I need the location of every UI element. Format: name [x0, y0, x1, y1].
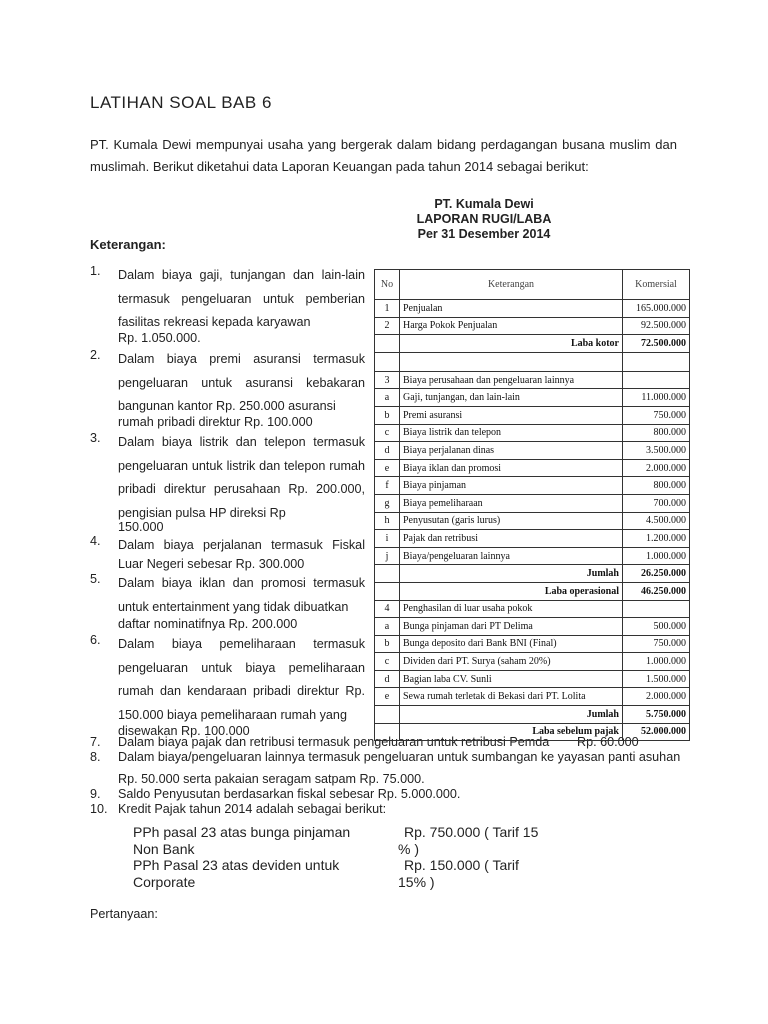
- credit-value-2: [398, 857, 519, 891]
- credit-label-1: [133, 824, 350, 858]
- row-desc: Biaya pinjaman: [400, 477, 623, 495]
- row-desc: Penjualan: [400, 300, 623, 318]
- report-name: LAPORAN RUGI/LABA: [416, 212, 552, 226]
- table-row: [375, 459, 690, 477]
- list-item: [90, 750, 690, 788]
- item-number: 1.: [90, 264, 101, 278]
- row-no: [375, 723, 400, 741]
- table-row: [375, 352, 690, 371]
- row-amount: 800.000: [623, 477, 690, 495]
- credit-value-line: Rp. 750.000 ( Tarif 15: [404, 824, 539, 840]
- item-number: 7.: [90, 735, 101, 749]
- item-number: 9.: [90, 787, 101, 801]
- credit-value-1: [398, 824, 538, 858]
- row-no: 4: [375, 600, 400, 618]
- list-item: [90, 431, 365, 534]
- row-amount: 3.500.000: [623, 442, 690, 460]
- notes-list: [90, 264, 365, 739]
- row-no: i: [375, 530, 400, 548]
- row-desc: Laba sebelum pajak: [400, 723, 623, 741]
- row-desc: Dividen dari PT. Surya (saham 20%): [400, 653, 623, 671]
- item-text-cont: Rp. 50.000 serta pakaian seragam satpam Rp. 75.000.: [118, 772, 425, 786]
- table-row: [375, 618, 690, 636]
- income-statement-table: [374, 269, 690, 741]
- row-amount: [623, 371, 690, 389]
- row-desc: Biaya perusahaan dan pengeluaran lainnya: [400, 371, 623, 389]
- table-row: [375, 723, 690, 741]
- row-desc: Biaya perjalanan dinas: [400, 442, 623, 460]
- item-text: Dalam biaya premi asuransi termasuk pengeluaran untuk asuransi kebakaran bangunan kantor Rp. 250.000 asuransi: [118, 352, 365, 414]
- item-number: 2.: [90, 348, 101, 362]
- row-no: e: [375, 688, 400, 706]
- row-amount: 500.000: [623, 618, 690, 636]
- row-amount: 800.000: [623, 424, 690, 442]
- row-amount: [623, 352, 690, 371]
- credit-value-line: % ): [398, 841, 419, 857]
- row-no: e: [375, 459, 400, 477]
- row-amount: 11.000.000: [623, 389, 690, 407]
- questions-label: Pertanyaan:: [90, 907, 158, 921]
- credit-label-line: PPh pasal 23 atas bunga pinjaman: [133, 824, 351, 840]
- table-row: [375, 565, 690, 583]
- item-text: Dalam biaya iklan dan promosi termasuk untuk entertainment yang tidak dibuatkan: [118, 576, 365, 614]
- row-desc: Biaya/pengeluaran lainnya: [400, 547, 623, 565]
- table-row: [375, 494, 690, 512]
- row-amount: 5.750.000: [623, 706, 690, 724]
- item-text: Dalam biaya gaji, tunjangan dan lain-lain termasuk pengeluaran untuk pemberian fasilitas rekreasi kepada karyawan: [118, 268, 365, 330]
- item-amount: Rp. 60.000: [577, 735, 639, 749]
- keterangan-label: Keterangan:: [90, 237, 166, 252]
- list-item: [90, 348, 365, 431]
- credit-label-line: PPh Pasal 23 atas deviden untuk: [133, 857, 340, 873]
- row-amount: 46.250.000: [623, 582, 690, 600]
- item-text: Dalam biaya pemeliharaan termasuk pengeluaran untuk biaya pemeliharaan rumah dan kendaraan pribadi direktur Rp. 150.000 biaya pemeliharaan rumah yang: [118, 637, 365, 722]
- list-item: [90, 534, 365, 572]
- row-desc: Bunga pinjaman dari PT Delima: [400, 618, 623, 636]
- item-tail: rumah pribadi direktur Rp. 100.000: [118, 415, 313, 429]
- item-text: Saldo Penyusutan berdasarkan fiskal sebesar Rp. 5.000.000.: [118, 787, 461, 801]
- row-no: [375, 352, 400, 371]
- header-no: No: [375, 270, 400, 300]
- item-number: 8.: [90, 750, 101, 764]
- table-row: [375, 653, 690, 671]
- row-no: a: [375, 618, 400, 636]
- row-desc: Sewa rumah terletak di Bekasi dari PT. Lolita: [400, 688, 623, 706]
- list-item: [90, 572, 365, 633]
- item-text: Dalam biaya pajak dan retribusi termasuk pengeluaran untuk retribusi Pemda: [118, 735, 550, 749]
- row-amount: 2.000.000: [623, 688, 690, 706]
- row-desc: Laba kotor: [400, 335, 623, 353]
- row-desc: Laba operasional: [400, 582, 623, 600]
- row-no: [375, 565, 400, 583]
- item-text: Dalam biaya/pengeluaran lainnya termasuk pengeluaran untuk sumbangan ke yayasan panti asuhan: [118, 750, 681, 764]
- table-row: [375, 688, 690, 706]
- item-tail: Rp. 1.050.000.: [118, 331, 201, 345]
- row-no: [375, 706, 400, 724]
- item-tail: disewakan Rp. 100.000: [118, 724, 250, 738]
- credit-value-line: Rp. 150.000 ( Tarif: [404, 857, 519, 873]
- row-amount: 1.200.000: [623, 530, 690, 548]
- row-amount: 2.000.000: [623, 459, 690, 477]
- row-desc: Biaya pemeliharaan: [400, 494, 623, 512]
- row-desc: Bunga deposito dari Bank BNI (Final): [400, 635, 623, 653]
- row-amount: [623, 600, 690, 618]
- table-row: [375, 530, 690, 548]
- row-desc: Pajak dan retribusi: [400, 530, 623, 548]
- table-row: [375, 442, 690, 460]
- row-desc: Harga Pokok Penjualan: [400, 317, 623, 335]
- credit-label-line: Corporate: [133, 874, 196, 890]
- row-no: 2: [375, 317, 400, 335]
- item-tail: 150.000: [118, 520, 164, 534]
- row-no: 1: [375, 300, 400, 318]
- item-number: 3.: [90, 431, 101, 445]
- row-amount: 26.250.000: [623, 565, 690, 583]
- row-no: b: [375, 406, 400, 424]
- item-text: Kredit Pajak tahun 2014 adalah sebagai berikut:: [118, 802, 387, 816]
- credit-label-2: [133, 857, 339, 891]
- table-row: [375, 512, 690, 530]
- row-no: h: [375, 512, 400, 530]
- row-amount: 1.000.000: [623, 547, 690, 565]
- row-no: [375, 335, 400, 353]
- row-amount: 72.500.000: [623, 335, 690, 353]
- report-company: PT. Kumala Dewi: [434, 197, 534, 211]
- intro-paragraph: PT. Kumala Dewi mempunyai usaha yang bergerak dalam bidang perdagangan busana muslim dan muslimah. Berikut diketahui data Laporan Keuangan pada tahun 2014 sebagai berikut:: [90, 137, 677, 174]
- row-amount: 750.000: [623, 635, 690, 653]
- list-item: [90, 633, 365, 739]
- page-title: LATIHAN SOAL BAB 6: [90, 93, 272, 112]
- row-amount: 4.500.000: [623, 512, 690, 530]
- row-no: d: [375, 670, 400, 688]
- row-no: f: [375, 477, 400, 495]
- row-amount: 52.000.000: [623, 723, 690, 741]
- item-number: 4.: [90, 534, 101, 548]
- row-amount: 1.000.000: [623, 653, 690, 671]
- table-header-row: [375, 270, 690, 300]
- table-row: [375, 547, 690, 565]
- row-desc: Premi asuransi: [400, 406, 623, 424]
- row-amount: 750.000: [623, 406, 690, 424]
- table-row: [375, 706, 690, 724]
- row-no: c: [375, 653, 400, 671]
- item-text: Dalam biaya perjalanan termasuk Fiskal: [118, 538, 365, 552]
- row-no: [375, 582, 400, 600]
- row-no: 3: [375, 371, 400, 389]
- item-tail: Luar Negeri sebesar Rp. 300.000: [118, 557, 305, 571]
- table-row: [375, 600, 690, 618]
- list-item: [90, 264, 365, 348]
- item-tail: daftar nominatifnya Rp. 200.000: [118, 617, 298, 631]
- row-no: c: [375, 424, 400, 442]
- list-item: [90, 802, 690, 818]
- table-row: [375, 406, 690, 424]
- row-desc: Biaya listrik dan telepon: [400, 424, 623, 442]
- row-desc: Penyusutan (garis lurus): [400, 512, 623, 530]
- row-amount: 165.000.000: [623, 300, 690, 318]
- table-row: [375, 477, 690, 495]
- row-amount: 92.500.000: [623, 317, 690, 335]
- credit-label-line: Non Bank: [133, 841, 195, 857]
- row-desc: Biaya iklan dan promosi: [400, 459, 623, 477]
- row-desc: Jumlah: [400, 565, 623, 583]
- credit-value-line: 15% ): [398, 874, 435, 890]
- row-desc: Bagian laba CV. Sunli: [400, 670, 623, 688]
- header-komersial: Komersial: [623, 270, 690, 300]
- table-row: [375, 670, 690, 688]
- row-desc: Jumlah: [400, 706, 623, 724]
- table-body: [375, 300, 690, 741]
- table-row: [375, 371, 690, 389]
- table-row: [375, 300, 690, 318]
- row-amount: 1.500.000: [623, 670, 690, 688]
- table-row: [375, 317, 690, 335]
- row-desc: [400, 352, 623, 371]
- table-row: [375, 389, 690, 407]
- item-text: Dalam biaya listrik dan telepon termasuk pengeluaran untuk listrik dan telepon rumah pribadi direktur perusahaan Rp. 200.000, pengisian pulsa HP direksi Rp: [118, 435, 365, 520]
- row-amount: 700.000: [623, 494, 690, 512]
- table-row: [375, 635, 690, 653]
- row-no: g: [375, 494, 400, 512]
- table-row: [375, 335, 690, 353]
- row-desc: Gaji, tunjangan, dan lain-lain: [400, 389, 623, 407]
- table-row: [375, 582, 690, 600]
- header-keterangan: Keterangan: [400, 270, 623, 300]
- item-number: 6.: [90, 633, 101, 647]
- row-no: d: [375, 442, 400, 460]
- table-row: [375, 424, 690, 442]
- row-no: j: [375, 547, 400, 565]
- report-period: Per 31 Desember 2014: [417, 227, 551, 241]
- row-no: a: [375, 389, 400, 407]
- item-number: 10.: [90, 802, 108, 816]
- row-no: b: [375, 635, 400, 653]
- item-number: 5.: [90, 572, 101, 586]
- list-item: [90, 787, 690, 803]
- row-desc: Penghasilan di luar usaha pokok: [400, 600, 623, 618]
